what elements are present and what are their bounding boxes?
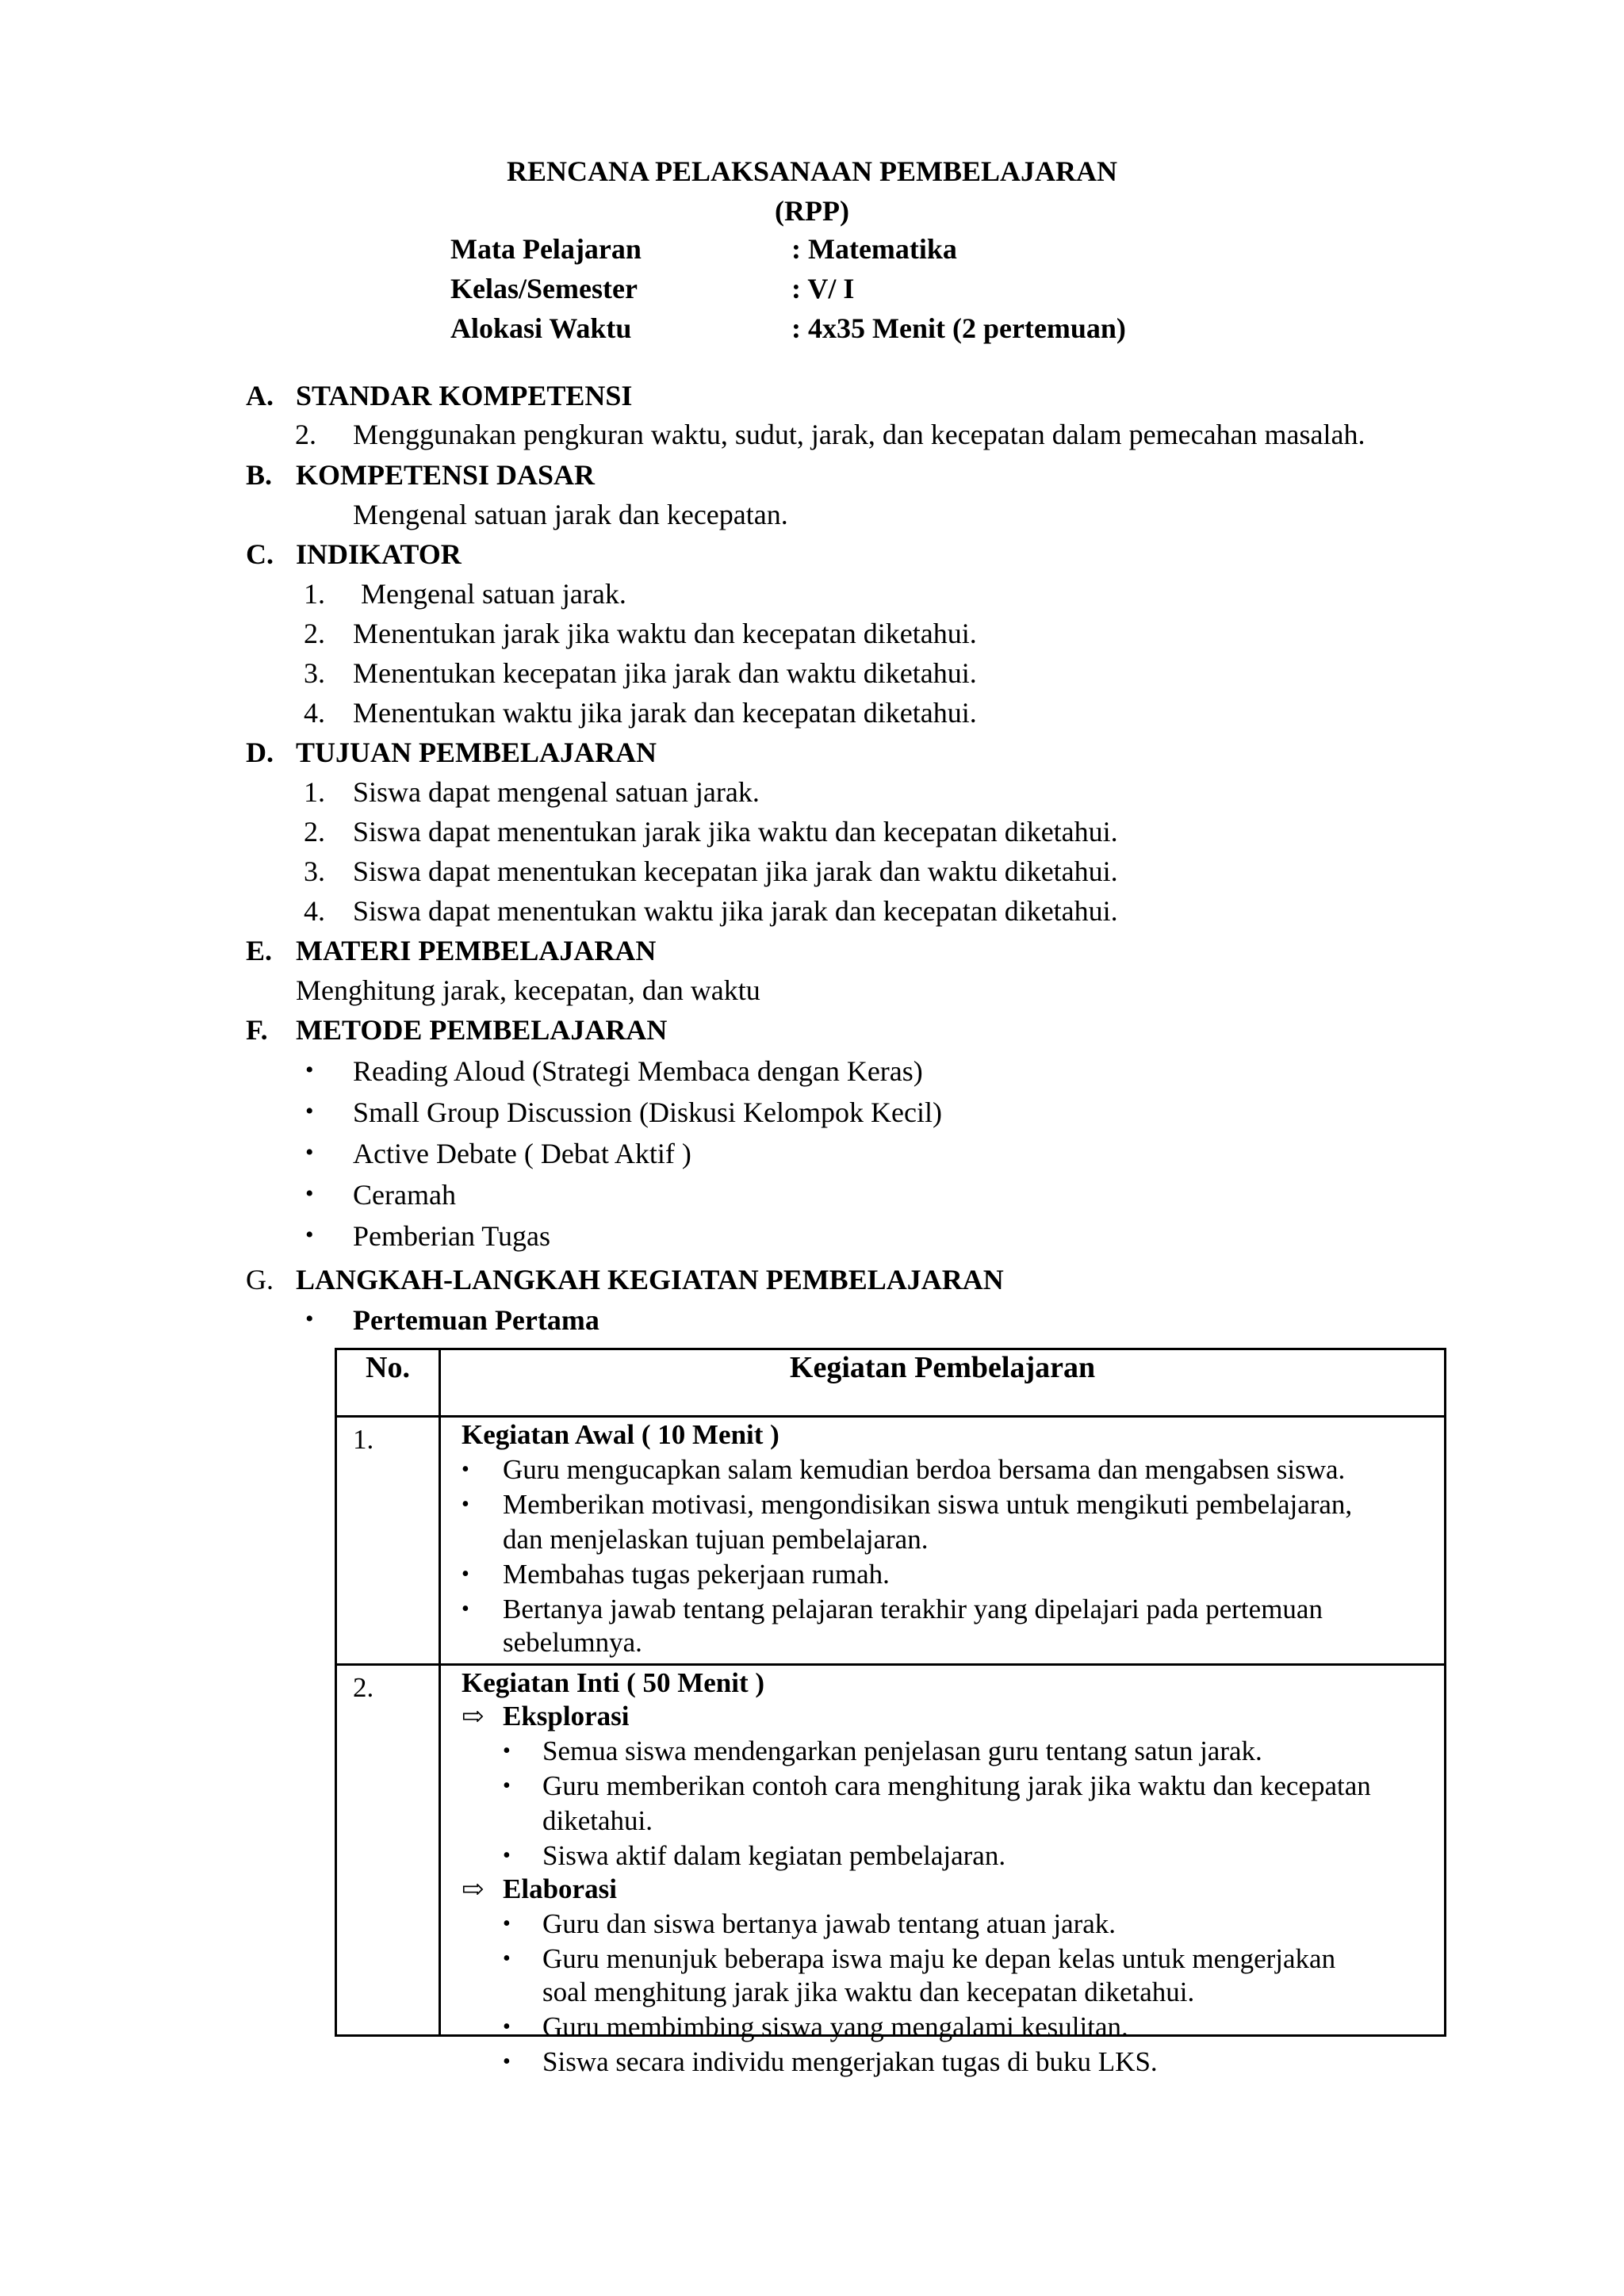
meta-row-time xyxy=(450,312,1126,345)
list-number: 4. xyxy=(304,697,325,729)
bullet-icon: • xyxy=(503,2015,511,2039)
table-row xyxy=(336,1665,1446,2036)
meta-row-class xyxy=(450,272,854,305)
arrow-right-icon: ⇨ xyxy=(462,1875,485,1904)
meta-value: : 4x35 Menit (2 pertemuan) xyxy=(791,312,1126,344)
activities-table xyxy=(335,1348,1446,2077)
list-item: Siswa dapat menentukan jarak jika waktu dan kecepatan diketahui. xyxy=(353,816,1118,848)
bullet-icon: • xyxy=(503,2049,511,2074)
activity-line: Guru membimbing siswa yang mengalami kesulitan. xyxy=(542,2011,1128,2042)
list-item: Siswa dapat menentukan waktu jika jarak dan kecepatan diketahui. xyxy=(353,895,1118,927)
list-number: 3. xyxy=(304,657,325,689)
list-number: 2. xyxy=(295,419,316,450)
activity-line: Siswa secara individu mengerjakan tugas di buku LKS. xyxy=(542,2046,1158,2077)
activity-cell xyxy=(440,1665,1446,2077)
column-header-activity: Kegiatan Pembelajaran xyxy=(440,1349,1446,1417)
activity-line: sebelumnya. xyxy=(503,1627,642,1658)
section-letter: C. xyxy=(246,538,274,570)
section-title-materi-pembelajaran: MATERI PEMBELAJARAN xyxy=(296,935,657,966)
list-number: 2. xyxy=(304,816,325,848)
meta-row-subject xyxy=(450,232,957,266)
section-letter: G. xyxy=(246,1264,274,1295)
meta-value: : Matematika xyxy=(791,233,957,265)
activity-line: diketahui. xyxy=(542,1805,653,1836)
section-letter: F. xyxy=(246,1014,268,1046)
activity-line: soal menghitung jarak jika waktu dan kecepatan diketahui. xyxy=(542,1976,1195,2007)
list-item: Ceramah xyxy=(353,1179,456,1211)
bullet-icon: • xyxy=(305,1057,314,1083)
meta-label: Alokasi Waktu xyxy=(450,312,632,344)
bullet-icon: • xyxy=(462,1562,469,1586)
meta-label: Mata Pelajaran xyxy=(450,233,642,265)
bullet-icon: • xyxy=(503,1843,511,1868)
document-subtitle: (RPP) xyxy=(775,195,849,227)
section-title-standar-kompetensi: STANDAR KOMPETENSI xyxy=(296,380,633,411)
row-number: 1. xyxy=(336,1417,440,1665)
bullet-icon: • xyxy=(503,1739,511,1763)
list-number: 3. xyxy=(304,855,325,887)
document-title: RENCANA PELAKSANAAN PEMBELAJARAN xyxy=(506,155,1118,187)
list-item: Menentukan waktu jika jarak dan kecepatan diketahui. xyxy=(353,697,977,729)
activity-cell xyxy=(440,1417,1446,1665)
list-item: Menggunakan pengkuran waktu, sudut, jarak, dan kecepatan dalam pemecahan masalah. xyxy=(353,419,1365,450)
section-title-langkah-kegiatan: LANGKAH-LANGKAH KEGIATAN PEMBELAJARAN xyxy=(296,1264,1004,1295)
activity-line: Membahas tugas pekerjaan rumah. xyxy=(503,1559,890,1590)
list-item: Menentukan kecepatan jika jarak dan waktu diketahui. xyxy=(353,657,977,689)
activity-line: Siswa aktif dalam kegiatan pembelajaran. xyxy=(542,1840,1006,1871)
arrow-right-icon: ⇨ xyxy=(462,1702,485,1732)
activity-line: Guru dan siswa bertanya jawab tentang atuan jarak. xyxy=(542,1908,1116,1939)
section-text: Mengenal satuan jarak dan kecepatan. xyxy=(353,499,788,530)
activity-heading: Kegiatan Inti ( 50 Menit ) xyxy=(462,1667,765,1698)
section-text: Menghitung jarak, kecepatan, dan waktu xyxy=(296,974,760,1006)
activity-heading: Kegiatan Awal ( 10 Menit ) xyxy=(462,1419,779,1450)
section-title-indikator: INDIKATOR xyxy=(296,538,462,570)
section-title-tujuan-pembelajaran: TUJUAN PEMBELAJARAN xyxy=(296,737,657,768)
bullet-icon: • xyxy=(462,1492,469,1517)
section-letter: D. xyxy=(246,737,274,768)
bullet-icon: • xyxy=(503,1774,511,1798)
bullet-icon: • xyxy=(305,1139,314,1165)
bullet-icon: • xyxy=(305,1222,314,1248)
column-header-no: No. xyxy=(336,1349,440,1417)
activity-line: Guru menunjuk beberapa iswa maju ke depan kelas untuk mengerjakan xyxy=(542,1943,1336,1974)
activity-line: Semua siswa mendengarkan penjelasan guru tentang satun jarak. xyxy=(542,1735,1262,1766)
subsection-heading-elaborasi: Elaborasi xyxy=(503,1873,617,1904)
list-number: 1. xyxy=(304,776,325,808)
list-item: Siswa dapat mengenal satuan jarak. xyxy=(353,776,760,808)
meta-label: Kelas/Semester xyxy=(450,273,638,304)
table-header-row xyxy=(336,1349,1446,1417)
bullet-icon: • xyxy=(503,1911,511,1936)
bullet-icon: • xyxy=(462,1597,469,1621)
list-item: Siswa dapat menentukan kecepatan jika jarak dan waktu diketahui. xyxy=(353,855,1118,887)
list-item: Active Debate ( Debat Aktif ) xyxy=(353,1138,691,1169)
section-letter: A. xyxy=(246,380,274,411)
activity-line: Guru mengucapkan salam kemudian berdoa bersama dan mengabsen siswa. xyxy=(503,1454,1346,1485)
list-number: 2. xyxy=(304,618,325,649)
bullet-icon: • xyxy=(462,1457,469,1482)
list-number: 4. xyxy=(304,895,325,927)
list-number: 1. xyxy=(304,578,325,610)
section-letter: E. xyxy=(246,935,273,966)
bullet-icon: • xyxy=(305,1181,314,1207)
list-item: Mengenal satuan jarak. xyxy=(361,578,626,610)
list-item: Menentukan jarak jika waktu dan kecepatan diketahui. xyxy=(353,618,977,649)
meeting-label: Pertemuan Pertama xyxy=(353,1304,599,1336)
meta-value: : V/ I xyxy=(791,273,855,304)
activity-line: Bertanya jawab tentang pelajaran terakhir yang dipelajari pada pertemuan xyxy=(503,1594,1323,1624)
list-item: Reading Aloud (Strategi Membaca dengan Keras) xyxy=(353,1055,923,1087)
table-row xyxy=(336,1417,1446,1665)
section-title-kompetensi-dasar: KOMPETENSI DASAR xyxy=(296,459,596,491)
section-title-metode-pembelajaran: METODE PEMBELAJARAN xyxy=(296,1014,668,1046)
bullet-icon: • xyxy=(305,1306,314,1332)
list-item: Small Group Discussion (Diskusi Kelompok Kecil) xyxy=(353,1096,942,1128)
bullet-icon: • xyxy=(503,1946,511,1971)
activity-line: Guru memberikan contoh cara menghitung jarak jika waktu dan kecepatan xyxy=(542,1770,1371,1801)
list-item: Pemberian Tugas xyxy=(353,1220,551,1252)
section-letter: B. xyxy=(246,459,273,491)
activity-line: Memberikan motivasi, mengondisikan siswa untuk mengikuti pembelajaran, xyxy=(503,1489,1353,1520)
subsection-heading-eksplorasi: Eksplorasi xyxy=(503,1701,630,1732)
bullet-icon: • xyxy=(305,1098,314,1124)
activity-line: dan menjelaskan tujuan pembelajaran. xyxy=(503,1524,929,1555)
row-number: 2. xyxy=(336,1665,440,2036)
